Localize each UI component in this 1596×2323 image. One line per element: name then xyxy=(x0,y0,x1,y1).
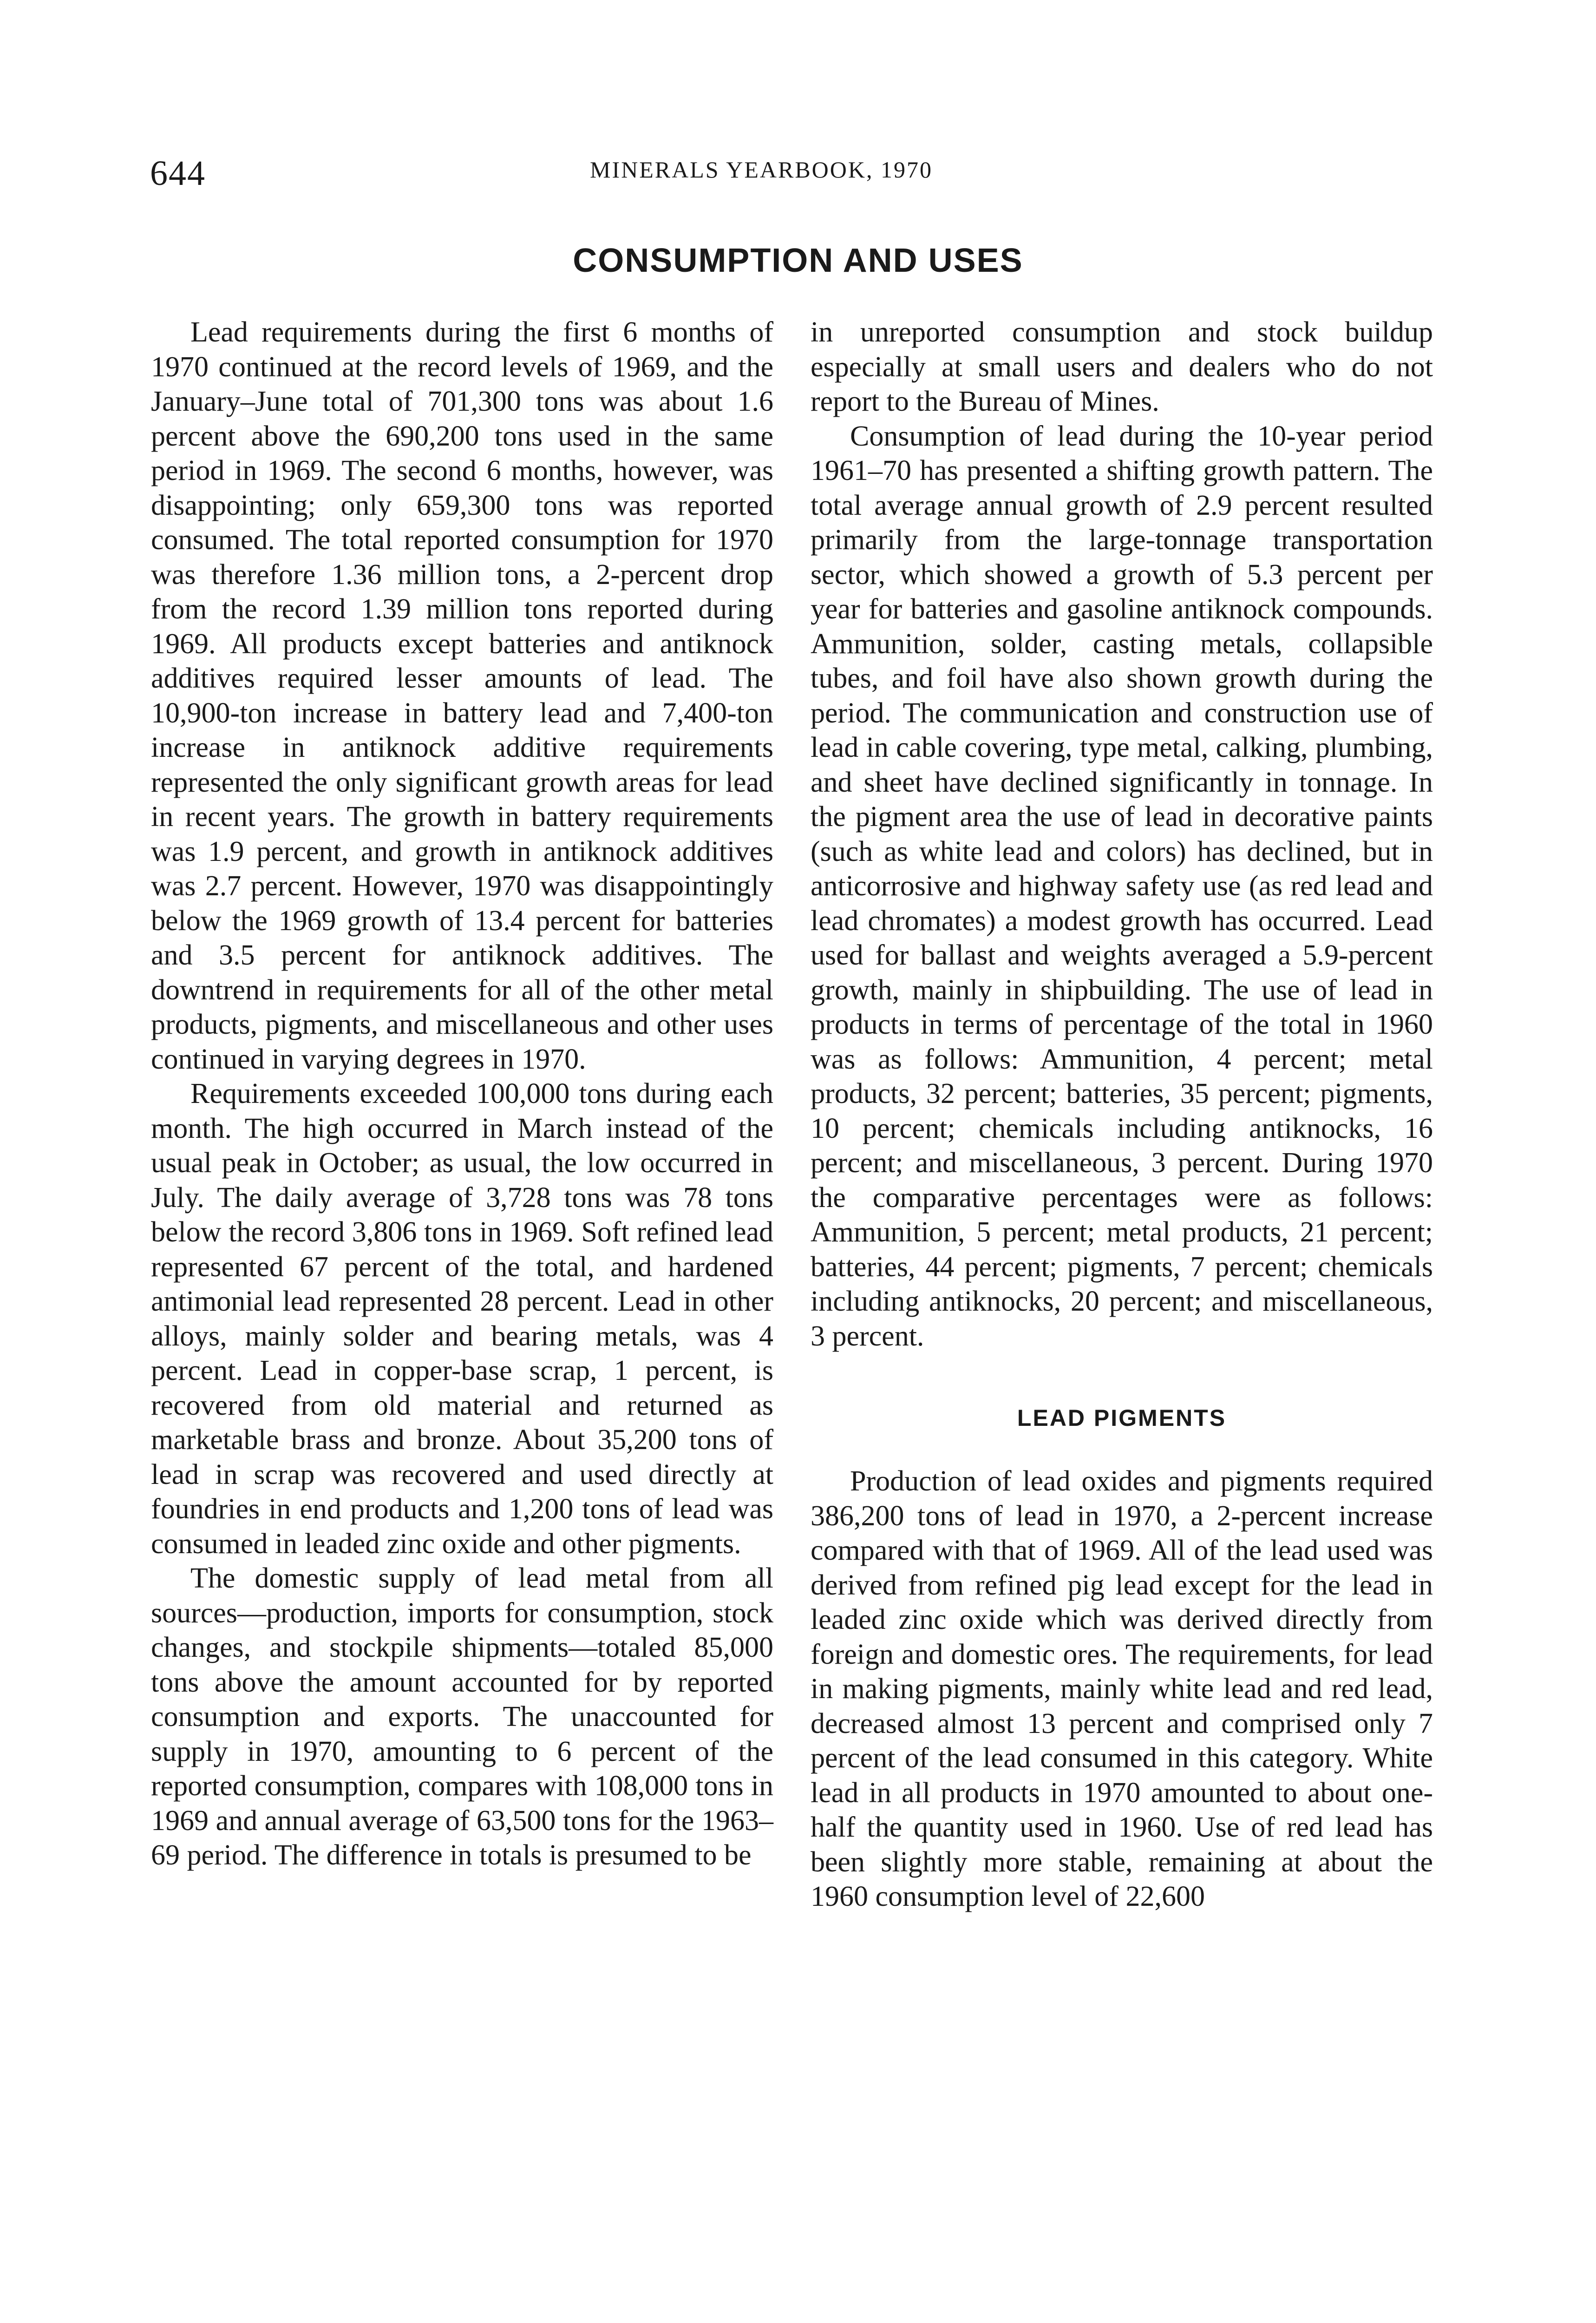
right-column xyxy=(811,315,1433,1914)
left-column xyxy=(151,315,773,1873)
page-number: 644 xyxy=(150,154,206,193)
paragraph: Requirements exceeded 100,000 tons during each month. The high occurred in March instead of the usual peak in October; as usual, the low occurred in July. The daily average of 3,728 tons was 78 tons below the record 3,806 tons in 1969. Soft refined lead represented 67 percent of the total, and hardened antimonial lead represented 28 percent. Lead in other alloys, mainly solder and bearing metals, was 4 percent. Lead in copper-base scrap, 1 percent, is recovered from old material and returned as marketable brass and bronze. About 35,200 tons of lead in scrap was recovered and used directly at foundries in end products and 1,200 tons of lead was consumed in leaded zinc oxide and other pigments. xyxy=(151,1078,773,1560)
section-heading: CONSUMPTION AND USES xyxy=(573,242,1023,279)
paragraph: The domestic supply of lead metal from all sources—production, imports for consumption, stock changes, and stockpile shipments—totaled 85,000 tons above the amount accounted for by reported consumption and exports. The unaccounted for supply in 1970, amounting to 6 percent of the reported consumption, compares with 108,000 tons in 1969 and annual average of 63,500 tons for the 1963–69 period. The difference in totals is presumed to be xyxy=(151,1562,773,1871)
paragraph-continued: in unreported consumption and stock buildup especially at small users and dealers who do not report to the Bureau of Mines. xyxy=(811,316,1433,417)
paragraph: Lead requirements during the first 6 months of 1970 continued at the record levels of 1969, and the January–June total of 701,300 tons was about 1.6 percent above the 690,200 tons used in the same period in 1969. The second 6 months, however, was disappointing; only 659,300 tons was reported consumed. The total reported consumption for 1970 was therefore 1.36 million tons, a 2-percent drop from the record 1.39 million tons reported during 1969. All products except batteries and antiknock additives required lesser amounts of lead. The 10,900-ton increase in battery lead and 7,400-ton increase in antiknock additive requirements represented the only significant growth areas for lead in recent years. The growth in battery requirements was 1.9 percent, and growth in antiknock additives was 2.7 percent. However, 1970 was disappointingly below the 1969 growth of 13.4 percent for batteries and 3.5 percent for antiknock additives. The downtrend in requirements for all of the other metal products, pigments, and miscellaneous and other uses continued in varying degrees in 1970. xyxy=(151,316,773,1075)
paragraph: Consumption of lead during the 10-year period 1961–70 has presented a shifting growth pattern. The total average annual growth of 2.9 percent resulted primarily from the large-tonnage transportation sector, which showed a growth of 5.3 percent per year for batteries and gasoline antiknock compounds. Ammunition, solder, casting metals, collapsible tubes, and foil have also shown growth during the period. The communication and construction use of lead in cable covering, type metal, calking, plumbing, and sheet have declined significantly in tonnage. In the pigment area the use of lead in decorative paints (such as white lead and colors) has declined, but in anticorrosive and highway safety use (as red lead and lead chromates) a modest growth has occurred. Lead used for ballast and weights averaged a 5.9-percent growth, mainly in shipbuilding. The use of lead in products in terms of percentage of the total in 1960 was as follows: Ammunition, 4 percent; metal products, 32 percent; batteries, 35 percent; pigments, 10 percent; chemicals including antiknocks, 16 percent; and miscellaneous, 3 percent. During 1970 the comparative percentages were as follows: Ammunition, 5 percent; metal products, 21 percent; batteries, 44 percent; pigments, 7 percent; chemicals including antiknocks, 20 percent; and miscellaneous, 3 percent. xyxy=(811,420,1433,1352)
subheading-lead-pigments: LEAD PIGMENTS xyxy=(1017,1405,1227,1431)
running-head: MINERALS YEARBOOK, 1970 xyxy=(590,157,933,183)
paragraph: Production of lead oxides and pigments required 386,200 tons of lead in 1970, a 2-percent increase compared with that of 1969. All of the lead used was derived from refined pig lead except for the lead in leaded zinc oxide which was derived directly from foreign and domestic ores. The requirements, for lead in making pigments, mainly white lead and red lead, decreased almost 13 percent and comprised only 7 percent of the lead consumed in this category. White lead in all products in 1970 amounted to about one-half the quantity used in 1960. Use of red lead has been slightly more stable, remaining at about the 1960 consumption level of 22,600 xyxy=(811,1465,1433,1912)
